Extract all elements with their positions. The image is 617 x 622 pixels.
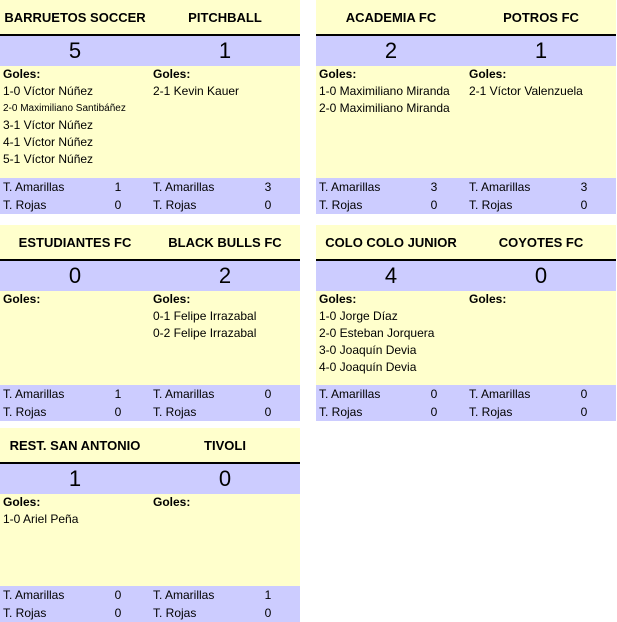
home-goals <box>0 291 150 342</box>
match-card <box>0 225 300 421</box>
goals-label: Goles: <box>153 495 191 509</box>
goals-label: Goles: <box>3 67 41 81</box>
red-cards-row <box>0 403 300 421</box>
away-red-count: 0 <box>264 405 272 419</box>
cards-section <box>316 385 616 421</box>
goals-label: Goles: <box>153 67 191 81</box>
yellow-cards-row <box>0 178 300 196</box>
goals-section <box>0 66 300 168</box>
red-label: T. Rojas <box>319 405 363 419</box>
home-team-name: COLO COLO JUNIOR <box>325 234 457 250</box>
goal-line: 2-0 Esteban Jorquera <box>319 326 435 340</box>
goal-line: 0-2 Felipe Irrazabal <box>153 326 257 340</box>
team-names <box>316 0 616 34</box>
yellow-label: T. Amarillas <box>3 180 65 194</box>
yellow-label: T. Amarillas <box>153 588 215 602</box>
home-score: 1 <box>68 466 82 491</box>
home-red-count: 0 <box>430 405 438 419</box>
red-label: T. Rojas <box>3 606 47 620</box>
home-goals <box>0 494 150 528</box>
team-names <box>316 225 616 259</box>
yellow-cards-row <box>316 178 616 196</box>
away-goals <box>466 291 616 376</box>
yellow-label: T. Amarillas <box>153 387 215 401</box>
match-card <box>316 0 616 214</box>
goal-line: 2-0 Maximiliano Santibáñez <box>3 103 126 114</box>
home-score: 4 <box>384 263 398 288</box>
red-label: T. Rojas <box>153 606 197 620</box>
yellow-label: T. Amarillas <box>3 588 65 602</box>
red-label: T. Rojas <box>469 198 513 212</box>
goal-line: 0-1 Felipe Irrazabal <box>153 309 257 323</box>
home-red-count: 0 <box>114 606 122 620</box>
team-names <box>0 428 300 462</box>
goal-line: 5-1 Víctor Núñez <box>3 152 94 166</box>
cards-section <box>0 178 300 214</box>
home-yellow-count: 0 <box>430 387 438 401</box>
goal-line: 1-0 Ariel Peña <box>3 512 79 526</box>
home-team-name: BARRUETOS SOCCER <box>4 9 146 25</box>
away-yellow-count: 1 <box>264 588 272 602</box>
yellow-cards-row <box>0 586 300 604</box>
home-team-name: ESTUDIANTES FC <box>18 234 132 250</box>
home-score: 5 <box>68 38 82 63</box>
goals-label: Goles: <box>319 67 357 81</box>
goal-line: 4-1 Víctor Núñez <box>3 135 94 149</box>
goals-label: Goles: <box>3 495 41 509</box>
yellow-label: T. Amarillas <box>469 387 531 401</box>
away-team-name: COYOTES FC <box>498 234 584 250</box>
team-names <box>0 0 300 34</box>
home-red-count: 0 <box>430 198 438 212</box>
cards-section <box>0 586 300 622</box>
goal-line: 1-0 Jorge Díaz <box>319 309 398 323</box>
match-card <box>316 225 616 421</box>
home-yellow-count: 3 <box>430 180 438 194</box>
goal-line: 4-0 Joaquín Devia <box>319 360 417 374</box>
goal-line: 3-0 Joaquín Devia <box>319 343 417 357</box>
away-team-name: TIVOLI <box>204 437 246 453</box>
home-score: 0 <box>68 263 82 288</box>
red-cards-row <box>316 403 616 421</box>
home-team-name: ACADEMIA FC <box>345 9 437 25</box>
red-label: T. Rojas <box>469 405 513 419</box>
away-yellow-count: 0 <box>264 387 272 401</box>
away-score: 2 <box>218 263 232 288</box>
home-red-count: 0 <box>114 198 122 212</box>
home-yellow-count: 1 <box>114 387 122 401</box>
goals-section <box>316 291 616 376</box>
red-label: T. Rojas <box>319 198 363 212</box>
home-red-count: 0 <box>114 405 122 419</box>
away-team-name: BLACK BULLS FC <box>168 234 282 250</box>
goal-line: 3-1 Víctor Núñez <box>3 118 94 132</box>
away-score: 1 <box>534 38 548 63</box>
score-row <box>316 259 616 291</box>
away-red-count: 0 <box>580 198 588 212</box>
score-row <box>0 462 300 494</box>
goals-label: Goles: <box>319 292 357 306</box>
goals-label: Goles: <box>3 292 41 306</box>
yellow-label: T. Amarillas <box>319 180 381 194</box>
goals-section <box>0 494 300 528</box>
yellow-label: T. Amarillas <box>3 387 65 401</box>
red-label: T. Rojas <box>3 405 47 419</box>
away-goals <box>466 66 616 117</box>
away-red-count: 0 <box>264 606 272 620</box>
score-row <box>0 34 300 66</box>
red-label: T. Rojas <box>3 198 47 212</box>
home-goals <box>316 66 466 117</box>
goal-line: 1-0 Maximiliano Miranda <box>319 84 450 98</box>
yellow-cards-row <box>316 385 616 403</box>
home-goals <box>316 291 466 376</box>
home-goals <box>0 66 150 168</box>
away-goals <box>150 494 300 528</box>
goals-section <box>316 66 616 117</box>
away-goals <box>150 66 300 168</box>
away-team-name: PITCHBALL <box>188 9 262 25</box>
goal-line: 2-1 Kevin Kauer <box>153 84 240 98</box>
home-team-name: REST. SAN ANTONIO <box>9 437 141 453</box>
home-yellow-count: 0 <box>114 588 122 602</box>
goal-line: 2-0 Maximiliano Miranda <box>319 101 450 115</box>
red-label: T. Rojas <box>153 405 197 419</box>
away-yellow-count: 3 <box>580 180 588 194</box>
away-score: 1 <box>218 38 232 63</box>
red-cards-row <box>0 196 300 214</box>
away-score: 0 <box>218 466 232 491</box>
away-yellow-count: 0 <box>580 387 588 401</box>
away-red-count: 0 <box>580 405 588 419</box>
yellow-label: T. Amarillas <box>469 180 531 194</box>
away-score: 0 <box>534 263 548 288</box>
cards-section <box>0 385 300 421</box>
yellow-label: T. Amarillas <box>319 387 381 401</box>
score-row <box>0 259 300 291</box>
yellow-label: T. Amarillas <box>153 180 215 194</box>
yellow-cards-row <box>0 385 300 403</box>
away-yellow-count: 3 <box>264 180 272 194</box>
red-cards-row <box>316 196 616 214</box>
match-card <box>0 0 300 214</box>
red-cards-row <box>0 604 300 622</box>
match-card <box>0 428 300 622</box>
home-yellow-count: 1 <box>114 180 122 194</box>
team-names <box>0 225 300 259</box>
goals-label: Goles: <box>469 292 507 306</box>
score-row <box>316 34 616 66</box>
goals-label: Goles: <box>469 67 507 81</box>
goals-section <box>0 291 300 342</box>
away-team-name: POTROS FC <box>503 9 579 25</box>
away-goals <box>150 291 300 342</box>
cards-section <box>316 178 616 214</box>
red-label: T. Rojas <box>153 198 197 212</box>
goal-line: 1-0 Víctor Núñez <box>3 84 94 98</box>
home-score: 2 <box>384 38 398 63</box>
goal-line: 2-1 Víctor Valenzuela <box>469 84 583 98</box>
away-red-count: 0 <box>264 198 272 212</box>
goals-label: Goles: <box>153 292 191 306</box>
